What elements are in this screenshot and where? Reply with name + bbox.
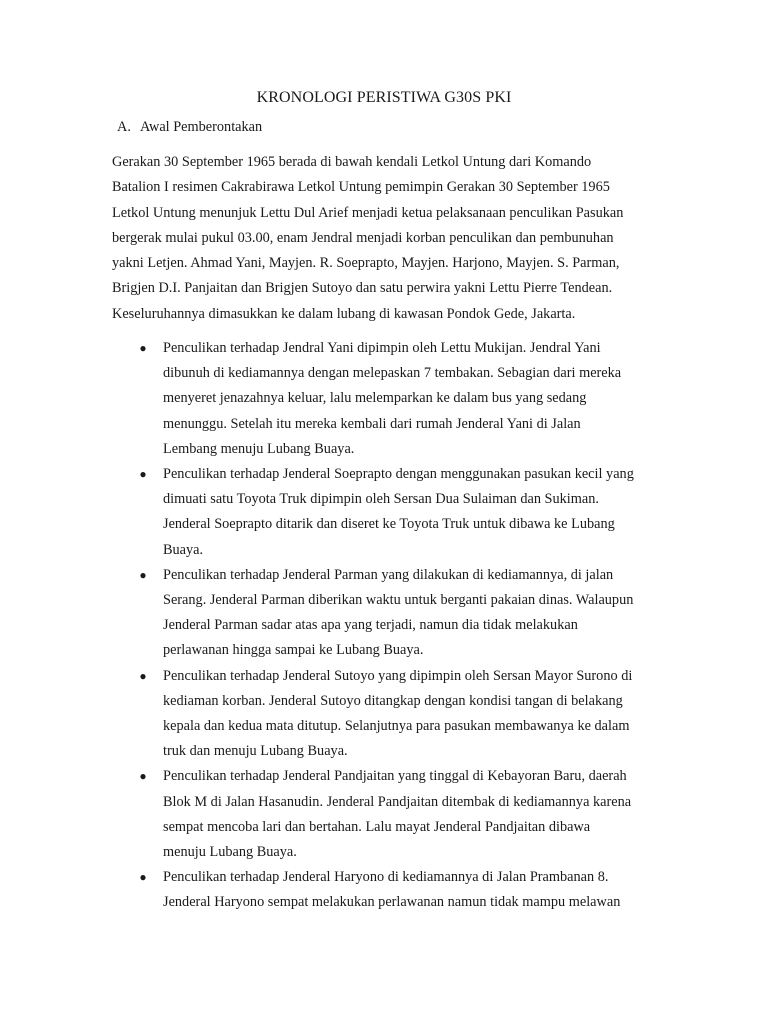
list-item-line: menuju Lubang Buaya. (163, 844, 297, 861)
list-item-line: Penculikan terhadap Jenderal Pandjaitan yang tinggal di Kebayoran Baru, daerah (163, 768, 627, 785)
list-item (0, 865, 768, 915)
bullet-icon: ● (139, 668, 147, 683)
list-item-line: kepala dan kedua mata ditutup. Selanjutnya para pasukan membawanya ke dalam (163, 718, 630, 735)
paragraph-line: Keseluruhannya dimasukkan ke dalam lubang di kawasan Pondok Gede, Jakarta. (112, 305, 576, 322)
bullet-icon: ● (139, 467, 147, 482)
paragraph-line: Batalion I resimen Cakrabirawa Letkol Untung pemimpin Gerakan 30 September 1965 (112, 179, 610, 196)
list-item-line: Penculikan terhadap Jenderal Parman yang dilakukan di kediamannya, di jalan (163, 566, 614, 583)
list-item-line: Penculikan terhadap Jenderal Soeprapto dengan menggunakan pasukan kecil yang (163, 466, 634, 483)
paragraph-line: Brigjen D.I. Panjaitan dan Brigjen Sutoyo dan satu perwira yakni Lettu Pierre Tendean. (112, 280, 613, 297)
list-item-line: perlawanan hingga sampai ke Lubang Buaya. (163, 642, 424, 659)
list-item-line: Jenderal Parman sadar atas apa yang terjadi, namun dia tidak melakukan (163, 617, 578, 634)
section-marker: A. (117, 119, 131, 135)
bullet-icon: ● (139, 567, 147, 582)
list-item-line: menunggu. Setelah itu mereka kembali dari rumah Jenderal Yani di Jalan (163, 415, 581, 432)
list-item-line: menyeret jenazahnya keluar, lalu melemparkan ke dalam bus yang sedang (163, 390, 587, 407)
list-item-line: Jenderal Haryono sempat melakukan perlawanan namun tidak mampu melawan (163, 894, 621, 911)
bullet-icon: ● (139, 769, 147, 784)
list-item-line: dimuati satu Toyota Truk dipimpin oleh Sersan Dua Sulaiman dan Sukiman. (163, 491, 599, 508)
list-item-line: Penculikan terhadap Jenderal Sutoyo yang dipimpin oleh Sersan Mayor Surono di (163, 667, 633, 684)
bullet-icon: ● (139, 870, 147, 885)
list-item (0, 462, 768, 563)
list-item-line: sempat mencoba lari dan bertahan. Lalu mayat Jenderal Pandjaitan dibawa (163, 818, 591, 835)
list-item-line: Blok M di Jalan Hasanudin. Jenderal Pandjaitan ditembak di kediamannya karena (163, 793, 632, 810)
section-heading-text: Awal Pemberontakan (140, 119, 263, 135)
list-item-line: Jenderal Soeprapto ditarik dan diseret ke Toyota Truk untuk dibawa ke Lubang (163, 516, 615, 533)
list-item (0, 336, 768, 462)
section-heading (117, 116, 262, 138)
list-item-line: Lembang menuju Lubang Buaya. (163, 440, 355, 457)
list-item-line: Buaya. (163, 541, 204, 558)
list-item-line: truk dan menuju Lubang Buaya. (163, 743, 348, 760)
list-item-line: Penculikan terhadap Jenderal Haryono di kediamannya di Jalan Prambanan 8. (163, 869, 609, 886)
list-item-line: dibunuh di kediamannya dengan melepaskan 7 tembakan. Sebagian dari mereka (163, 365, 622, 382)
list-item (0, 664, 768, 765)
list-item-line: kediaman korban. Jenderal Sutoyo ditangkap dengan kondisi tangan di belakang (163, 692, 623, 709)
paragraph-line: Gerakan 30 September 1965 berada di bawah kendali Letkol Untung dari Komando (112, 154, 592, 170)
document-title: KRONOLOGI PERISTIWA G30S PKI (256, 89, 512, 106)
paragraph-line: yakni Letjen. Ahmad Yani, Mayjen. R. Soeprapto, Mayjen. Harjono, Mayjen. S. Parman, (112, 255, 620, 272)
list-item-line: Penculikan terhadap Jendral Yani dipimpin oleh Lettu Mukijan. Jendral Yani (163, 340, 601, 356)
list-item (0, 563, 768, 664)
paragraph-line: Letkol Untung menunjuk Lettu Dul Arief menjadi ketua pelaksanaan penculikan Pasukan (112, 204, 624, 221)
kidnapping-list (0, 336, 768, 916)
list-item (0, 764, 768, 865)
paragraph-line: bergerak mulai pukul 03.00, enam Jendral menjadi korban penculikan dan pembunuhan (112, 229, 614, 246)
bullet-icon: ● (139, 341, 147, 355)
list-item-line: Serang. Jenderal Parman diberikan waktu untuk berganti pakaian dinas. Walaupun (163, 592, 634, 609)
intro-paragraph (112, 150, 672, 327)
